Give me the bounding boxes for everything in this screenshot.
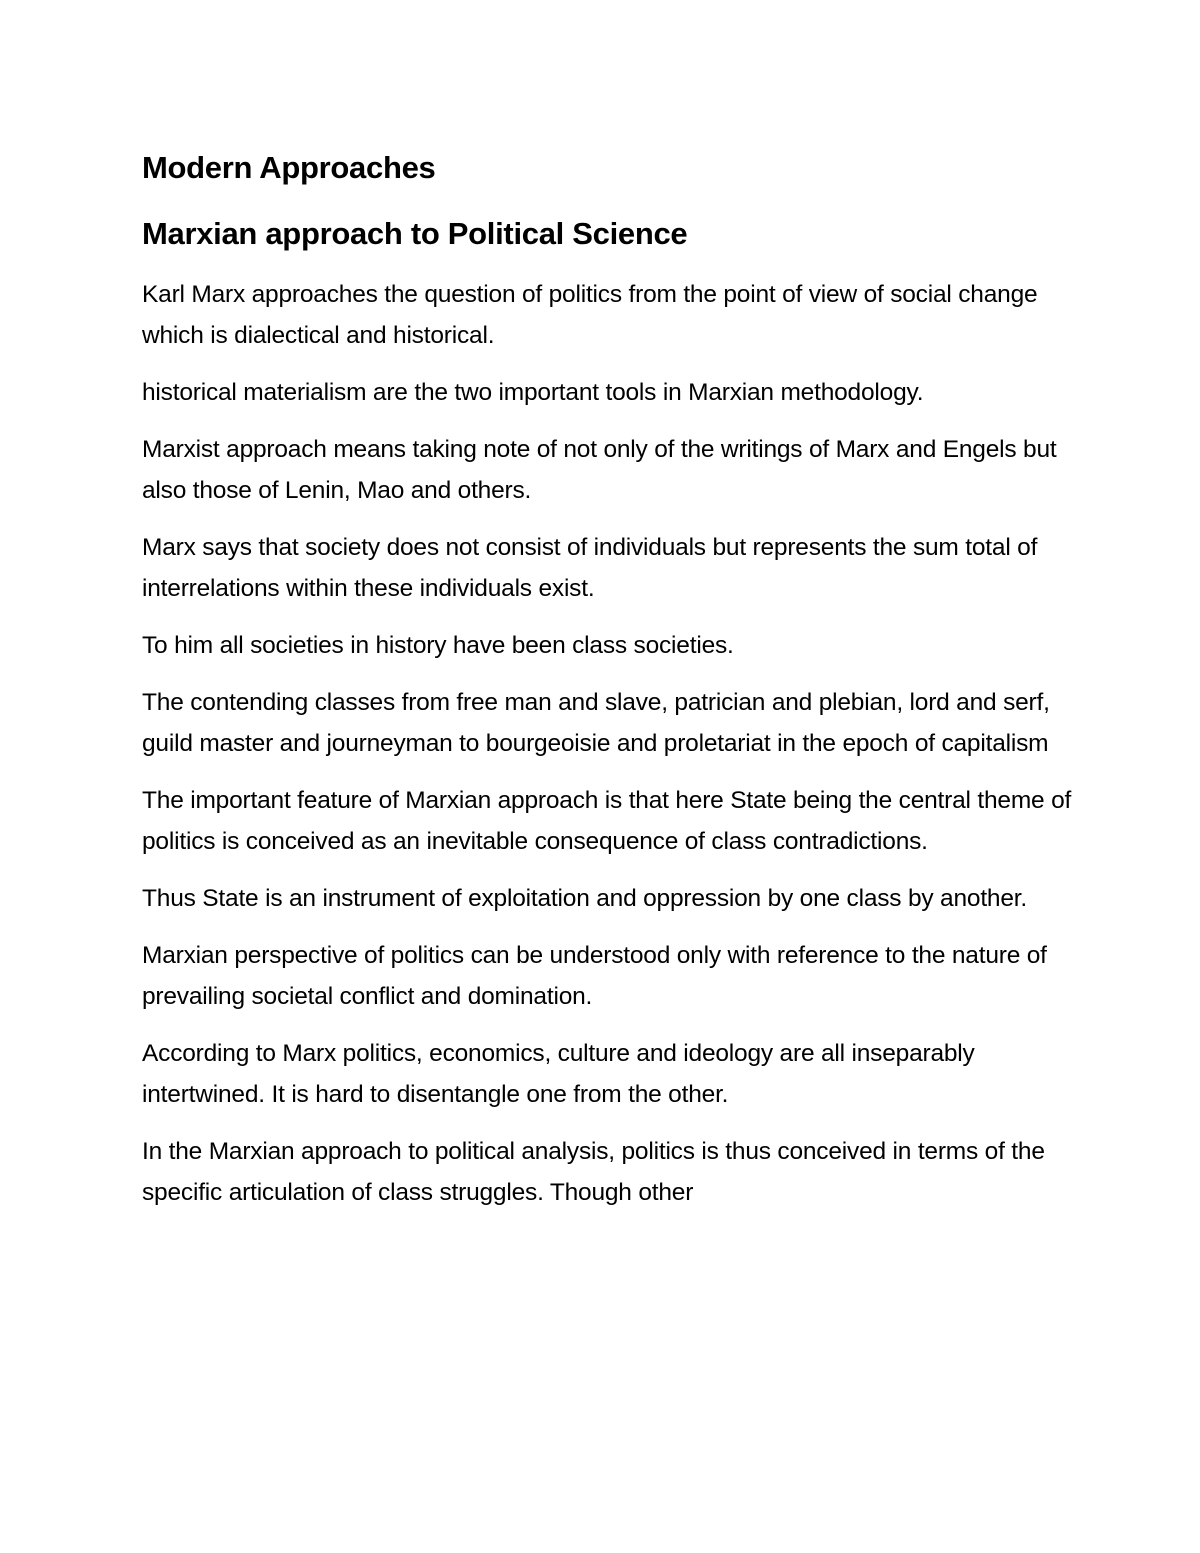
paragraph: Marxist approach means taking note of not only of the writings of Marx and Engels but also those of Lenin, Mao and others. — [142, 436, 1057, 504]
paragraph: According to Marx politics, economics, culture and ideology are all inseparably intertwined. It is hard to disentangle one from the other. — [142, 1040, 975, 1108]
paragraph: Thus State is an instrument of exploitation and oppression by one class by another. — [142, 885, 1027, 912]
paragraph: Marx says that society does not consist of individuals but represents the sum total of interrelations within these individuals exist. — [142, 534, 1038, 602]
page-subtitle: Marxian approach to Political Science — [142, 216, 688, 251]
paragraph: Karl Marx approaches the question of politics from the point of view of social change which is dialectical and historical. — [142, 281, 1038, 349]
document-page — [142, 146, 1072, 1229]
paragraph: The important feature of Marxian approach is that here State being the central theme of politics is conceived as an inevitable consequence of class contradictions. — [142, 787, 1072, 855]
page-title: Modern Approaches — [142, 150, 436, 185]
paragraph: In the Marxian approach to political analysis, politics is thus conceived in terms of the specific articulation of class struggles. Though other — [142, 1138, 1045, 1206]
paragraph: To him all societies in history have been class societies. — [142, 632, 734, 659]
paragraph: historical materialism are the two important tools in Marxian methodology. — [142, 379, 924, 406]
paragraph: Marxian perspective of politics can be understood only with reference to the nature of prevailing societal conflict and domination. — [142, 942, 1047, 1010]
paragraph: The contending classes from free man and slave, patrician and plebian, lord and serf, guild master and journeyman to bourgeoisie and proletariat in the epoch of capitalism — [142, 689, 1050, 757]
